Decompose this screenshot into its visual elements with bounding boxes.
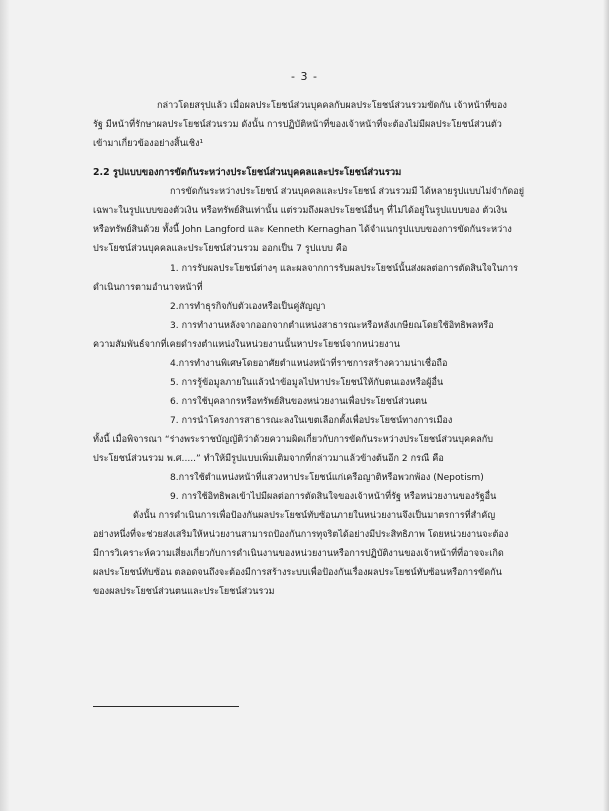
list-item-5: 5. การรู้ข้อมูลภายในแล้วนำข้อมูลไปหาประโยชน์ให้กับตนเองหรือผู้อื่น bbox=[170, 378, 444, 388]
list-item-4: 4.การทำงานพิเศษโดยอาศัยตำแหน่งหน้าที่ราชการสร้างความน่าเชื่อถือ bbox=[170, 359, 448, 369]
footnote-separator bbox=[93, 706, 239, 707]
page-shadow-left bbox=[0, 0, 10, 811]
list-item-9: 9. การใช้อิทธิพลเข้าไปมีผลต่อการตัดสินใจของเจ้าหน้าที่รัฐ หรือหน่วยงานของรัฐอื่น bbox=[170, 492, 497, 502]
list-item-3-cont: ความสัมพันธ์จากที่เคยดำรงตำแหน่งในหน่วยงานนั้นหาประโยชน์จากหน่วยงาน bbox=[93, 340, 401, 350]
list-item-8: 8.การใช้ตำแหน่งหน้าที่แสวงหาประโยชน์แก่เครือญาติหรือพวกพ้อง (Nepotism) bbox=[170, 473, 484, 483]
paragraph-1-line: รัฐ มีหน้าที่รักษาผลประโยชน์ส่วนรวม ดังนั้น การปฏิบัติหน้าที่ของเจ้าหน้าที่จะต้องไม่มีผลประโยชน์ส่วนตัว bbox=[93, 120, 502, 130]
list-item-7: 7. การนำโครงการสาธารณะลงในเขตเลือกตั้งเพื่อประโยชน์ทางการเมือง bbox=[170, 416, 453, 426]
page-number: - 3 - bbox=[291, 70, 318, 83]
page-shadow-right bbox=[603, 0, 609, 811]
list-item-1-cont: ดำเนินการตามอำนาจหน้าที่ bbox=[93, 283, 203, 293]
list-item-3: 3. การทำงานหลังจากออกจากตำแหน่งสาธารณะหรือหลังเกษียณโดยใช้อิทธิพลหรือ bbox=[170, 321, 494, 331]
list-item-6: 6. การใช้บุคลากรหรือทรัพย์สินของหน่วยงานเพื่อประโยชน์ส่วนตน bbox=[170, 397, 428, 407]
paragraph-2-line: การขัดกันระหว่างประโยชน์ ส่วนบุคคลและประโยชน์ ส่วนรวมมี ได้หลายรูปแบบไม่จำกัดอยู่ bbox=[170, 187, 525, 197]
paragraph-3-line: ประโยชน์ส่วนรวม พ.ศ.....” ทำให้มีรูปแบบเพิ่มเติมจากที่กล่าวมาแล้วข้างต้นอีก 2 กรณี คือ bbox=[93, 454, 444, 464]
paragraph-1-line: เข้ามาเกี่ยวข้องอย่างสิ้นเชิง¹ bbox=[93, 139, 204, 149]
paragraph-4-line: ของผลประโยชน์ส่วนตนและประโยชน์ส่วนรวม bbox=[93, 587, 275, 597]
paragraph-1-line: กล่าวโดยสรุปแล้ว เมื่อผลประโยชน์ส่วนบุคคลกับผลประโยชน์ส่วนรวมขัดกัน เจ้าหน้าที่ของ bbox=[157, 101, 507, 111]
section-heading: 2.2 รูปแบบของการขัดกันระหว่างประโยชน์ส่วนบุคคลและประโยชน์ส่วนรวม bbox=[93, 167, 402, 178]
paragraph-2-line: เฉพาะในรูปแบบของตัวเงิน หรือทรัพย์สินเท่านั้น แต่รวมถึงผลประโยชน์อื่นๆ ที่ไม่ได้อยู่ในรูปแบบของ ตัวเงิน bbox=[93, 206, 508, 216]
paragraph-4-line: ดังนั้น การดำเนินการเพื่อป้องกันผลประโยชน์ทับซ้อนภายในหน่วยงานจึงเป็นมาตรการที่สำคัญ bbox=[133, 511, 496, 521]
list-item-1: 1. การรับผลประโยชน์ต่างๆ และผลจากการรับผลประโยชน์นั้นส่งผลต่อการตัดสินใจในการ bbox=[170, 264, 519, 274]
paragraph-4-line: ผลประโยชน์ทับซ้อน ตลอดจนถึงจะต้องมีการสร้างระบบเพื่อป้องกันเรื่องผลประโยชน์ทับซ้อนหรือการขัดกัน bbox=[93, 568, 502, 578]
paragraph-2-line: ประโยชน์ส่วนบุคคลและประโยชน์ส่วนรวม ออกเป็น 7 รูปแบบ คือ bbox=[93, 244, 348, 254]
paragraph-2-line: หรือทรัพย์สินด้วย ทั้งนี้ John Langford และ Kenneth Kernaghan ได้จำแนกรูปแบบของการขัดกันระหว่าง bbox=[93, 225, 512, 235]
list-item-2: 2.การทำธุรกิจกับตัวเองหรือเป็นคู่สัญญา bbox=[170, 302, 326, 312]
paragraph-4-line: อย่างหนึ่งที่จะช่วยส่งเสริมให้หน่วยงานสามารถป้องกันการทุจริตได้อย่างมีประสิทธิภาพ โดยหน่วยงานจะต้อง bbox=[93, 530, 509, 540]
paragraph-3-line: ทั้งนี้ เมื่อพิจารณา “ร่างพระราชบัญญัติว่าด้วยความผิดเกี่ยวกับการขัดกันระหว่างประโยชน์ส่วนบุคคลกับ bbox=[93, 435, 494, 445]
paragraph-4-line: มีการวิเคราะห์ความเสี่ยงเกี่ยวกับการดำเนินงานของหน่วยงานหรือการปฏิบัติงานของเจ้าหน้าที่ที่อาจจะเกิด bbox=[93, 549, 504, 559]
